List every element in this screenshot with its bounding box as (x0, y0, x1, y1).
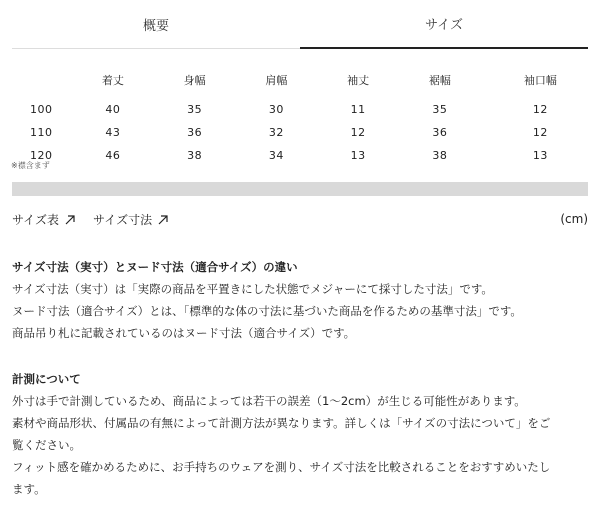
external-arrow-icon (65, 215, 75, 225)
tab-size[interactable] (300, 0, 588, 49)
size-dimensions-link-label: サイズ寸法 (93, 213, 153, 227)
paragraph-line: 外寸は手で計測しているため、商品によっては若干の誤差（1〜2cm）が生じる可能性があります。 (12, 394, 526, 408)
table-cell: 38 (187, 149, 203, 162)
tab-bar (12, 0, 588, 48)
table-cell: 12 (532, 126, 548, 139)
external-arrow-icon (158, 215, 168, 225)
size-table (0, 62, 600, 167)
paragraph-line: 覧ください。 (12, 438, 81, 452)
table-cell: 46 (105, 149, 121, 162)
horizontal-scrollbar[interactable] (12, 182, 588, 196)
table-cell: 40 (105, 103, 121, 116)
table-header-row (0, 62, 600, 98)
paragraph-line: 商品吊り札に記載されているのはヌード寸法（適合サイズ）です。 (12, 326, 356, 340)
table-cell: 13 (350, 149, 366, 162)
table-cell: 12 (350, 126, 366, 139)
table-cell: 35 (432, 103, 448, 116)
table-cell: 110 (30, 126, 53, 139)
size-chart-link-label: サイズ表 (12, 213, 60, 227)
table-cell: 35 (187, 103, 203, 116)
table-header-cell: 身幅 (183, 74, 206, 87)
table-cell: 13 (532, 149, 548, 162)
size-links (12, 211, 168, 228)
table-header-cell: 裾幅 (428, 74, 451, 87)
table-cell: 11 (350, 103, 366, 116)
table-cell: 32 (268, 126, 284, 139)
difference-section (12, 256, 522, 344)
table-header-cell: 肩幅 (265, 74, 288, 87)
table-cell: 34 (268, 149, 284, 162)
table-cell: 43 (105, 126, 121, 139)
table-cell: 30 (268, 103, 284, 116)
measurement-section (12, 368, 550, 500)
table-cell: 100 (30, 103, 53, 116)
paragraph-line: ヌード寸法（適合サイズ）とは、「標準的な体の寸法に基づいた商品を作るための基準寸法」です。 (12, 304, 522, 318)
table-header-cell (0, 62, 72, 98)
measurement-heading: 計測について (12, 372, 81, 386)
paragraph-line: ます。 (12, 482, 46, 496)
table-row (0, 121, 600, 144)
table-row (0, 98, 600, 121)
table-cell: 120 (30, 149, 53, 162)
size-chart-link[interactable] (12, 211, 75, 228)
tab-overview[interactable] (12, 0, 300, 49)
table-cell: 38 (432, 149, 448, 162)
tab-size-label: サイズ (425, 18, 463, 33)
table-header-cell: 着丈 (101, 74, 124, 87)
table-header-cell: 袖口幅 (523, 74, 557, 87)
table-cell: 36 (432, 126, 448, 139)
difference-heading: サイズ寸法（実寸）とヌード寸法（適合サイズ）の違い (12, 260, 298, 274)
unit-label: (cm) (560, 212, 588, 226)
table-cell: 12 (532, 103, 548, 116)
paragraph-line: フィット感を確かめるために、お手持ちのウェアを測り、サイズ寸法を比較されることをおすすめいたし (12, 460, 551, 474)
table-header-cell: 袖丈 (347, 74, 370, 87)
table-note: ※襟含まず (11, 161, 50, 170)
paragraph-line: 素材や商品形状、付属品の有無によって計測方法が異なります。詳しくは「サイズの寸法について」をご (12, 416, 551, 430)
table-row (0, 144, 600, 167)
size-dimensions-link[interactable] (93, 211, 168, 228)
table-cell: 36 (187, 126, 203, 139)
tab-overview-label: 概要 (142, 18, 169, 34)
paragraph-line: サイズ寸法（実寸）は「実際の商品を平置きにした状態でメジャーにて採寸した寸法」です。 (12, 282, 493, 296)
